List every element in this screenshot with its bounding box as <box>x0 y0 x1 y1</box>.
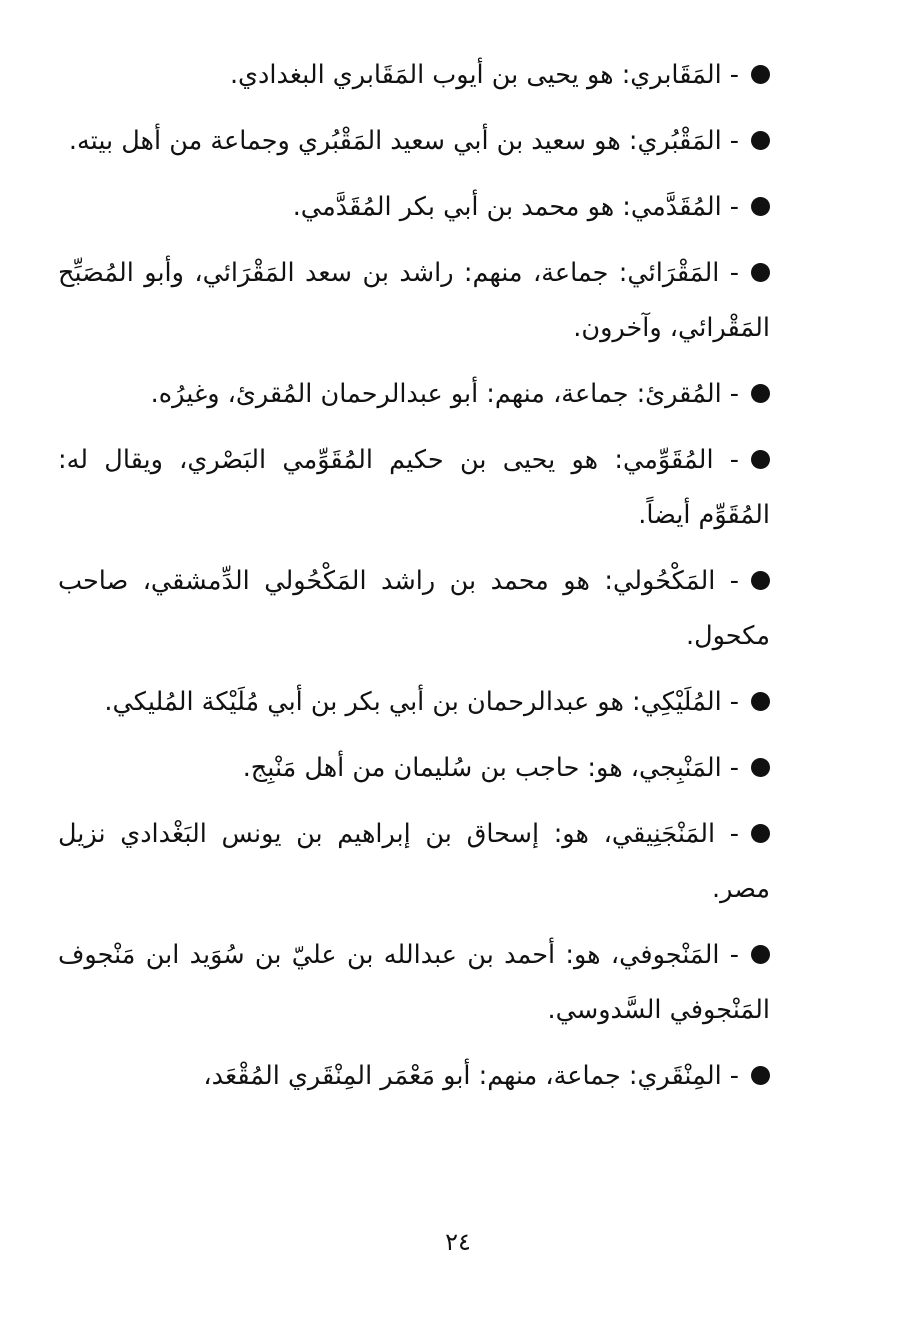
entry-text: - المَكْحُولي: هو محمد بن راشد المَكْحُولي الدِّمشقي، صاحب مكحول. <box>58 566 770 651</box>
bullet-icon <box>751 65 770 84</box>
entry-muqri <box>58 367 770 422</box>
bullet-icon <box>751 197 770 216</box>
entry-maqrai <box>58 246 770 356</box>
bullet-icon <box>751 758 770 777</box>
entry-text: - المَقْرَائي: جماعة، منهم: راشد بن سعد المَقْرَائي، وأبو المُصَبِّح المَقْرائي، وآخرون. <box>58 258 770 343</box>
page-number: ٢٤ <box>445 1228 471 1256</box>
bullet-icon <box>751 945 770 964</box>
bullet-icon <box>751 263 770 282</box>
bullet-icon <box>751 571 770 590</box>
entry-muqaddami <box>58 180 770 235</box>
entry-manbiji <box>58 741 770 796</box>
entry-text: - المَنْبِجي، هو: حاجب بن سُليمان من أهل مَنْبِج. <box>242 753 739 783</box>
entry-text: - المُقرئ: جماعة، منهم: أبو عبدالرحمان المُقرئ، وغيرُه. <box>150 379 739 409</box>
entry-text: - المَنْجوفي، هو: أحمد بن عبدالله بن عليّ بن سُوَيد ابن مَنْجوف المَنْجوفي السَّدوسي. <box>58 940 770 1025</box>
entry-text: - المُقَوِّمي: هو يحيى بن حكيم المُقَوِّمي البَصْري، ويقال له: المُقَوِّم أيضاً. <box>58 445 770 530</box>
document-page <box>58 48 770 1115</box>
entry-text: - المُقَدَّمي: هو محمد بن أبي بكر المُقَدَّمي. <box>292 192 739 222</box>
bullet-icon <box>751 450 770 469</box>
bullet-icon <box>751 824 770 843</box>
entry-minqari <box>58 1049 770 1104</box>
entry-text: - المِنْقَري: جماعة، منهم: أبو مَعْمَر المِنْقَري المُقْعَد، <box>203 1061 739 1091</box>
entry-mulayki <box>58 675 770 730</box>
bullet-icon <box>751 1066 770 1085</box>
entry-muqawwimi <box>58 433 770 543</box>
entry-makhuli <box>58 554 770 664</box>
bullet-icon <box>751 384 770 403</box>
bullet-icon <box>751 692 770 711</box>
entry-manjaniqi <box>58 807 770 917</box>
entry-text: - المَقَابري: هو يحيى بن أيوب المَقَابري البغدادي. <box>229 60 739 90</box>
entry-maqabiri <box>58 48 770 103</box>
entry-text: - المَقْبُري: هو سعيد بن أبي سعيد المَقْبُري وجماعة من أهل بيته. <box>68 126 739 156</box>
entry-maqburi <box>58 114 770 169</box>
entry-manjufi <box>58 928 770 1038</box>
entry-text: - المُلَيْكِي: هو عبدالرحمان بن أبي بكر بن أبي مُلَيْكة المُليكي. <box>104 687 739 717</box>
bullet-icon <box>751 131 770 150</box>
entry-text: - المَنْجَنِيقي، هو: إسحاق بن إبراهيم بن يونس البَغْدادي نزيل مصر. <box>58 819 770 904</box>
